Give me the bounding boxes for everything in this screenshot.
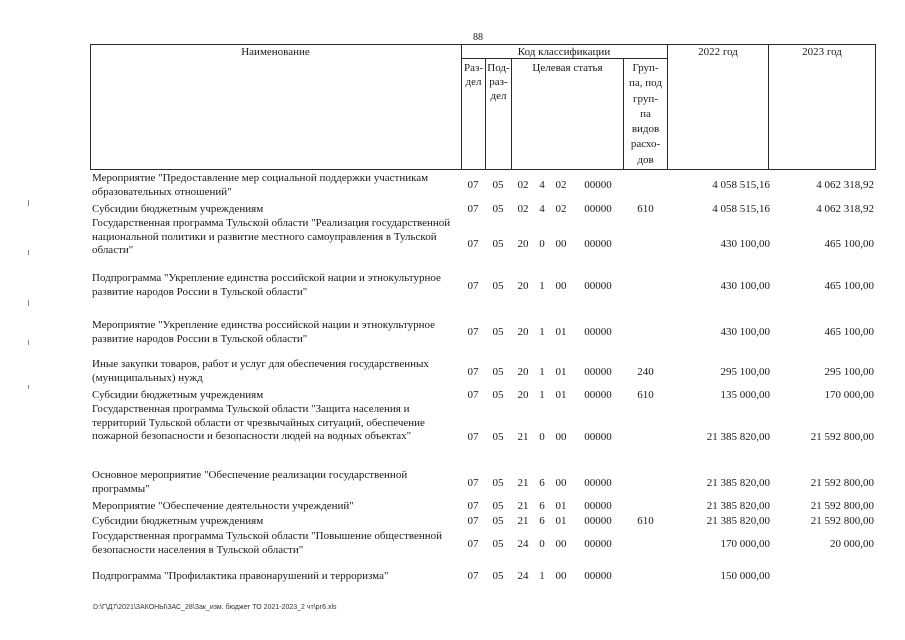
margin-mark xyxy=(28,250,29,255)
amount-2023: 21 592 800,00 xyxy=(810,477,874,489)
section-code: 07 xyxy=(467,570,479,582)
section-code: 07 xyxy=(467,477,479,489)
margin-mark xyxy=(28,385,29,389)
target-code-1: 21 xyxy=(517,477,529,489)
target-code-4: 00000 xyxy=(584,366,612,378)
target-code-3: 00 xyxy=(555,280,567,292)
target-code-2: 4 xyxy=(539,179,545,191)
amount-2023: 465 100,00 xyxy=(824,326,874,338)
target-code-1: 20 xyxy=(517,238,529,250)
target-code-2: 1 xyxy=(539,326,545,338)
section-code: 07 xyxy=(467,203,479,215)
margin-mark xyxy=(28,200,29,206)
target-code-4: 00000 xyxy=(584,477,612,489)
margin-mark xyxy=(28,340,29,345)
target-code-4: 00000 xyxy=(584,389,612,401)
row-name: Мероприятие "Предоставление мер социальной поддержки участникам образовательных отношений" xyxy=(92,172,429,198)
target-code-4: 00000 xyxy=(584,431,612,443)
target-code-4: 00000 xyxy=(584,570,612,582)
target-code-4: 00000 xyxy=(584,538,612,550)
amount-2023: 465 100,00 xyxy=(824,280,874,292)
target-code-4: 00000 xyxy=(584,203,612,215)
subsection-code: 05 xyxy=(492,366,504,378)
subsection-code: 05 xyxy=(492,500,504,512)
target-code-1: 20 xyxy=(517,366,529,378)
target-code-3: 00 xyxy=(555,570,567,582)
section-code: 07 xyxy=(467,238,479,250)
amount-2023: 21 592 800,00 xyxy=(810,431,874,443)
subsection-code: 05 xyxy=(492,515,504,527)
section-code: 07 xyxy=(467,538,479,550)
target-code-3: 00 xyxy=(555,431,567,443)
amount-2023: 465 100,00 xyxy=(824,238,874,250)
row-name: Государственная программа Тульской области "Повышение общественной безопасности населения в Тульской области" xyxy=(92,530,442,556)
subsection-code: 05 xyxy=(492,389,504,401)
file-path-footer: D:\Г\Д7\2021\ЗАКОНЫ\ЗАС_28\Зак_изм. бюджет ТО 2021-2023_2 чт\рг6.xls xyxy=(93,604,337,611)
subsection-code: 05 xyxy=(492,570,504,582)
amount-2022: 295 100,00 xyxy=(720,366,770,378)
target-code-1: 21 xyxy=(517,500,529,512)
target-code-1: 24 xyxy=(517,538,529,550)
subsection-code: 05 xyxy=(492,477,504,489)
amount-2022: 4 058 515,16 xyxy=(712,179,770,191)
target-code-2: 6 xyxy=(539,500,545,512)
target-code-2: 4 xyxy=(539,203,545,215)
target-code-3: 02 xyxy=(555,203,567,215)
amount-2023: 21 592 800,00 xyxy=(810,515,874,527)
target-code-1: 21 xyxy=(517,431,529,443)
target-code-3: 00 xyxy=(555,538,567,550)
target-code-2: 0 xyxy=(539,538,545,550)
target-code-1: 02 xyxy=(517,203,529,215)
target-code-3: 01 xyxy=(555,500,567,512)
target-code-3: 01 xyxy=(555,366,567,378)
target-code-1: 20 xyxy=(517,280,529,292)
margin-mark xyxy=(28,300,29,306)
row-name: Иные закупки товаров, работ и услуг для обеспечения государственных (муниципальных) нужд xyxy=(92,358,429,384)
target-code-3: 02 xyxy=(555,179,567,191)
row-name: Подпрограмма "Укрепление единства российской нации и этнокультурное развитие народов России в Тульской области" xyxy=(92,272,441,298)
header-target-article: Целевая статья xyxy=(532,62,603,74)
amount-2022: 21 385 820,00 xyxy=(706,431,770,443)
amount-2023: 4 062 318,92 xyxy=(816,179,874,191)
target-code-3: 01 xyxy=(555,515,567,527)
amount-2022: 430 100,00 xyxy=(720,238,770,250)
header-year-2023: 2023 год xyxy=(802,46,842,58)
section-code: 07 xyxy=(467,431,479,443)
row-name: Субсидии бюджетным учреждениям xyxy=(92,203,264,215)
target-code-2: 0 xyxy=(539,238,545,250)
target-code-2: 6 xyxy=(539,515,545,527)
header-expense-group: Груп- па, под груп- па видов расхо- дов xyxy=(629,62,662,166)
target-code-2: 6 xyxy=(539,477,545,489)
section-code: 07 xyxy=(467,326,479,338)
header-classification-code: Код классификации xyxy=(517,46,611,58)
row-name: Подпрограмма "Профилактика правонарушений и терроризма" xyxy=(92,570,389,582)
amount-2022: 150 000,00 xyxy=(720,570,770,582)
expense-type-code: 610 xyxy=(637,515,654,527)
target-code-1: 20 xyxy=(517,326,529,338)
section-code: 07 xyxy=(467,515,479,527)
amount-2023: 21 592 800,00 xyxy=(810,500,874,512)
amount-2022: 170 000,00 xyxy=(720,538,770,550)
amount-2022: 21 385 820,00 xyxy=(706,515,770,527)
target-code-2: 0 xyxy=(539,431,545,443)
target-code-4: 00000 xyxy=(584,326,612,338)
row-name: Субсидии бюджетным учреждениям xyxy=(92,389,264,401)
subsection-code: 05 xyxy=(492,280,504,292)
target-code-4: 00000 xyxy=(584,500,612,512)
expense-type-code: 610 xyxy=(637,203,654,215)
target-code-4: 00000 xyxy=(584,179,612,191)
amount-2022: 430 100,00 xyxy=(720,280,770,292)
header-section: Раз- дел xyxy=(463,62,483,88)
amount-2023: 295 100,00 xyxy=(824,366,874,378)
amount-2023: 4 062 318,92 xyxy=(816,203,874,215)
subsection-code: 05 xyxy=(492,238,504,250)
target-code-2: 1 xyxy=(539,570,545,582)
amount-2022: 135 000,00 xyxy=(720,389,770,401)
subsection-code: 05 xyxy=(492,326,504,338)
subsection-code: 05 xyxy=(492,538,504,550)
section-code: 07 xyxy=(467,366,479,378)
target-code-1: 20 xyxy=(517,389,529,401)
target-code-1: 21 xyxy=(517,515,529,527)
amount-2022: 4 058 515,16 xyxy=(712,203,770,215)
row-name: Государственная программа Тульской области "Реализация государственной национальной политики и развитие местного самоуправления в Тульской области" xyxy=(92,217,451,256)
amount-2022: 21 385 820,00 xyxy=(706,477,770,489)
header-year-2022: 2022 год xyxy=(698,46,738,58)
row-name: Государственная программа Тульской области "Защита населения и территорий Тульской области от чрезвычайных ситуаций, обеспечение пожарной безопасности и безопасности людей на водных объектах" xyxy=(92,403,425,442)
section-code: 07 xyxy=(467,280,479,292)
target-code-1: 24 xyxy=(517,570,529,582)
section-code: 07 xyxy=(467,389,479,401)
expense-type-code: 240 xyxy=(637,366,654,378)
target-code-3: 00 xyxy=(555,238,567,250)
row-name: Субсидии бюджетным учреждениям xyxy=(92,515,264,527)
row-name: Мероприятие "Укрепление единства российской нации и этнокультурное развитие народов России в Тульской области" xyxy=(92,319,436,345)
target-code-4: 00000 xyxy=(584,515,612,527)
target-code-3: 01 xyxy=(555,326,567,338)
amount-2023: 20 000,00 xyxy=(830,538,874,550)
target-code-2: 1 xyxy=(539,280,545,292)
amount-2022: 430 100,00 xyxy=(720,326,770,338)
header-subsection: Под- раз- дел xyxy=(487,62,510,102)
section-code: 07 xyxy=(467,500,479,512)
row-name: Основное мероприятие "Обеспечение реализации государственной программы" xyxy=(92,469,408,495)
target-code-1: 02 xyxy=(517,179,529,191)
target-code-3: 01 xyxy=(555,389,567,401)
subsection-code: 05 xyxy=(492,431,504,443)
target-code-3: 00 xyxy=(555,477,567,489)
expense-type-code: 610 xyxy=(637,389,654,401)
section-code: 07 xyxy=(467,179,479,191)
table-body xyxy=(90,0,876,640)
header-name: Наименование xyxy=(241,46,310,58)
page-number: 88 xyxy=(473,32,483,43)
target-code-2: 1 xyxy=(539,366,545,378)
row-name: Мероприятие "Обеспечение деятельности учреждений" xyxy=(92,500,354,512)
amount-2022: 21 385 820,00 xyxy=(706,500,770,512)
target-code-4: 00000 xyxy=(584,280,612,292)
subsection-code: 05 xyxy=(492,203,504,215)
target-code-4: 00000 xyxy=(584,238,612,250)
subsection-code: 05 xyxy=(492,179,504,191)
target-code-2: 1 xyxy=(539,389,545,401)
amount-2023: 170 000,00 xyxy=(824,389,874,401)
